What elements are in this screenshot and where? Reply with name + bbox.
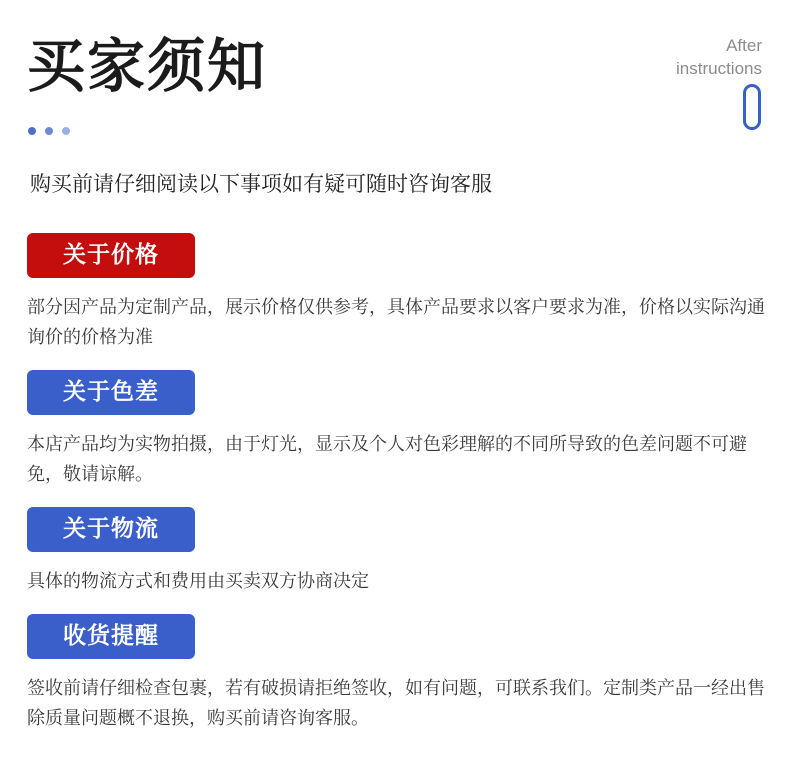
- page-title: 买家须知: [27, 32, 268, 100]
- dot-icon: [28, 127, 36, 135]
- after-label-line1: After: [726, 36, 762, 55]
- after-instructions-label: [676, 34, 762, 80]
- section-heading-receipt: 收货提醒: [27, 614, 195, 659]
- section-heading-color: 关于色差: [27, 370, 195, 415]
- section-heading-price: 关于价格: [27, 233, 195, 278]
- after-label-line2: instructions: [676, 59, 762, 78]
- section-text-color: 本店产品均为实物拍摄，由于灯光，显示及个人对色彩理解的不同所导致的色差问题不可避免，敬请谅解。: [27, 434, 747, 485]
- section-heading-logistics: 关于物流: [27, 507, 195, 552]
- dots-decoration: [28, 127, 70, 135]
- section-text-price: 部分因产品为定制产品，展示价格仅供参考，具体产品要求以客户要求为准，价格以实际沟通询价的价格为准: [27, 297, 765, 348]
- dot-icon: [62, 127, 70, 135]
- section-text-receipt: 签收前请仔细检查包裹，若有破损请拒绝签收，如有问题，可联系我们。定制类产品一经出售除质量问题概不退换，购买前请咨询客服。: [27, 678, 765, 729]
- dot-icon: [45, 127, 53, 135]
- capsule-icon: [743, 84, 761, 130]
- section-text-logistics: 具体的物流方式和费用由买卖双方协商决定: [27, 571, 369, 592]
- intro-text: 购买前请仔细阅读以下事项如有疑可随时咨询客服: [30, 172, 492, 196]
